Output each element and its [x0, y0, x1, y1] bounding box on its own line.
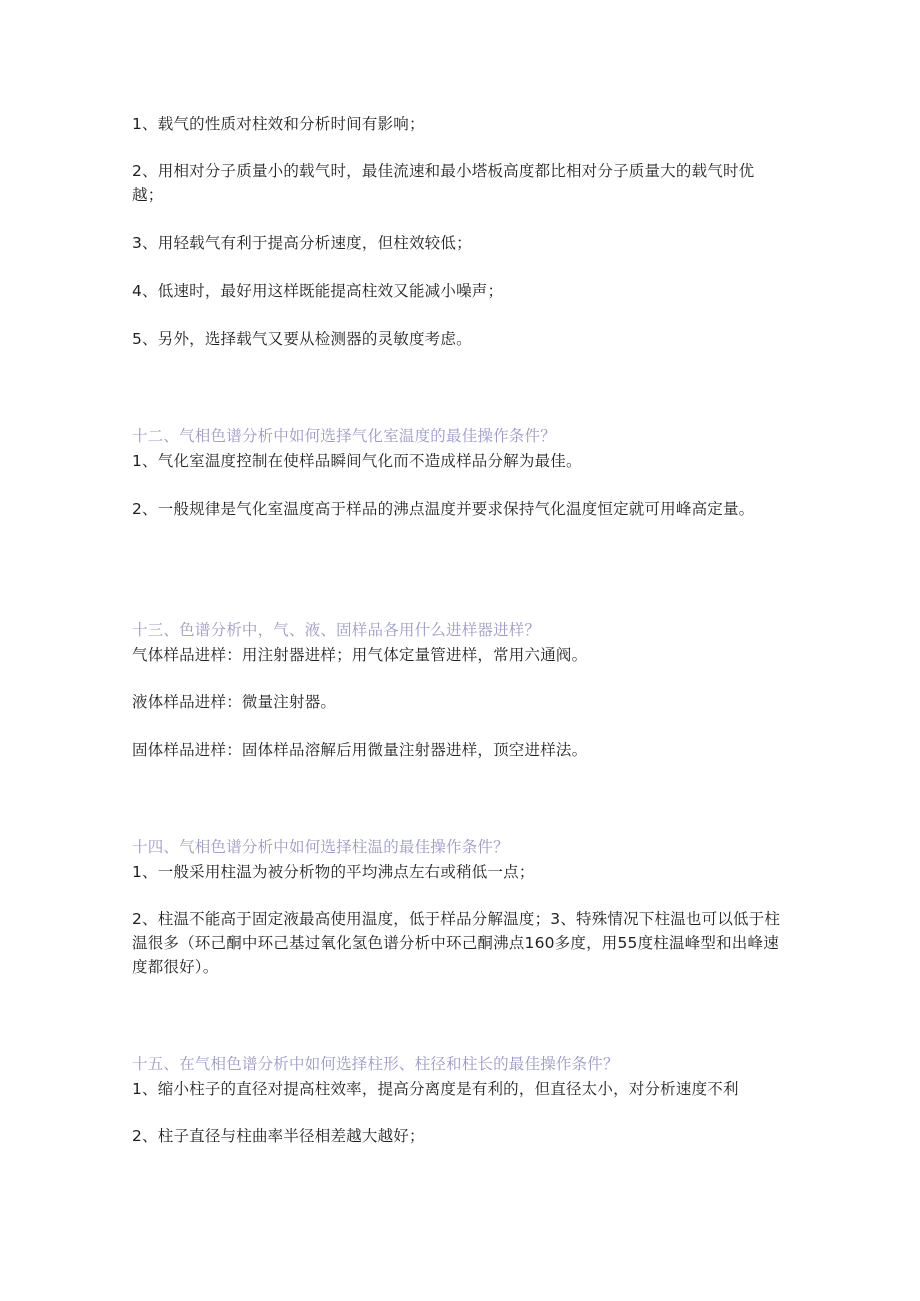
- section-12-paragraph-1: 1、气化室温度控制在使样品瞬间气化而不造成样品分解为最佳。: [132, 452, 582, 470]
- paragraph-carrier-gas-1: 1、载气的性质对柱效和分析时间有影响；: [132, 115, 425, 133]
- section-13-paragraph-solid: 固体样品进样：固体样品溶解后用微量注射器进样，顶空进样法。: [132, 741, 588, 759]
- paragraph-carrier-gas-5: 5、另外，选择载气又要从检测器的灵敏度考虑。: [132, 330, 472, 348]
- section-14-paragraph-2: 2、柱温不能高于固定液最高使用温度，低于样品分解温度；3、特殊情况下柱温也可以低于柱温很多（环己酮中环己基过氧化氢色谱分析中环己酮沸点160多度，用55度柱温峰型和出峰速度都很好）。: [132, 910, 781, 976]
- paragraph-carrier-gas-4: 4、低速时，最好用这样既能提高柱效又能减小噪声；: [132, 282, 504, 300]
- section-15-heading: 十五、在气相色谱分析中如何选择柱形、柱径和柱长的最佳操作条件？: [132, 1055, 619, 1073]
- section-15-paragraph-1: 1、缩小柱子的直径对提高柱效率，提高分离度是有利的，但直径太小，对分析速度不利: [132, 1080, 739, 1098]
- section-13-paragraph-liquid: 液体样品进样：微量注射器。: [132, 693, 337, 711]
- paragraph-carrier-gas-2: 2、用相对分子质量小的载气时，最佳流速和最小塔板高度都比相对分子质量大的载气时优越；: [132, 162, 755, 204]
- section-13-heading: 十三、色谱分析中，气、液、固样品各用什么进样器进样？: [132, 621, 541, 639]
- section-15-paragraph-2: 2、柱子直径与柱曲率半径相差越大越好；: [132, 1127, 425, 1145]
- section-14-paragraph-1: 1、一般采用柱温为被分析物的平均沸点左右或稍低一点；: [132, 863, 535, 881]
- paragraph-carrier-gas-3: 3、用轻载气有利于提高分析速度，但柱效较低；: [132, 234, 472, 252]
- section-12-heading: 十二、气相色谱分析中如何选择气化室温度的最佳操作条件？: [132, 427, 556, 445]
- section-13-paragraph-gas: 气体样品进样：用注射器进样；用气体定量管进样，常用六通阀。: [132, 646, 588, 664]
- section-14-heading: 十四、气相色谱分析中如何选择柱温的最佳操作条件？: [132, 838, 509, 856]
- section-12-paragraph-2: 2、一般规律是气化室温度高于样品的沸点温度并要求保持气化温度恒定就可用峰高定量。: [132, 500, 755, 518]
